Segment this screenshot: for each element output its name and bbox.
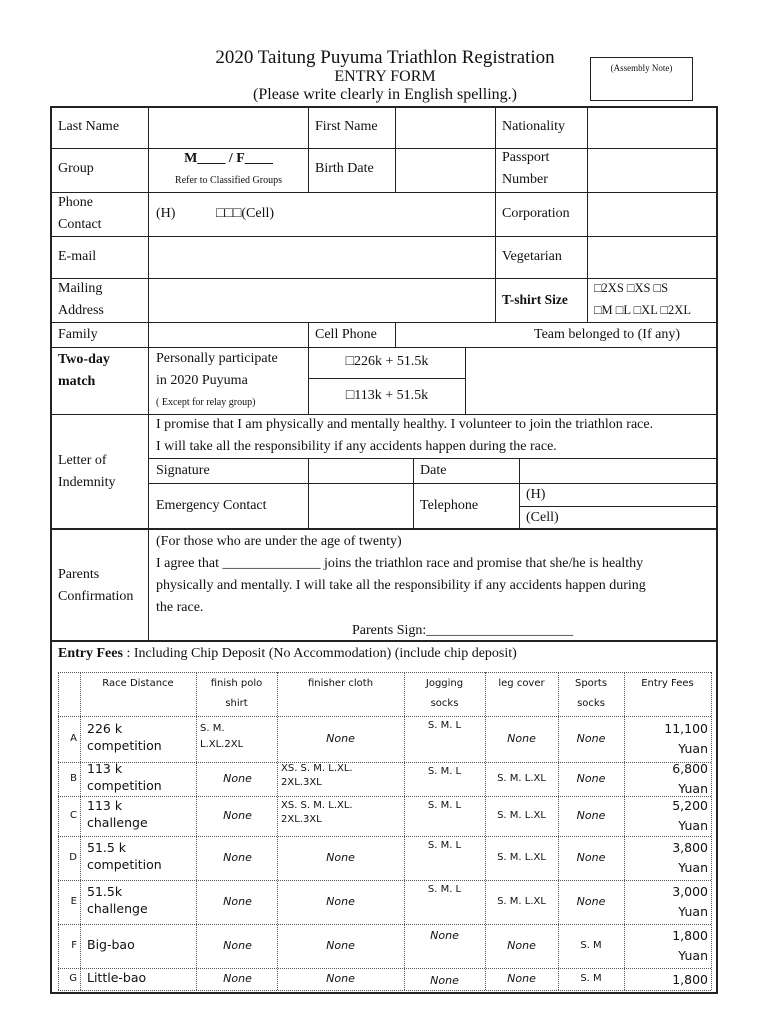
parents-text-4: the race. — [156, 600, 204, 615]
race-distance: 51.5 k — [87, 840, 127, 855]
indemnity-label-2: Indemnity — [58, 475, 116, 490]
table-row-id: A — [70, 733, 77, 744]
finish-polo-shirt: None — [223, 772, 252, 785]
family-label: Family — [58, 327, 98, 342]
table-header-cell: finisher cloth — [307, 678, 374, 689]
entry-fee-amount: 1,800 — [672, 972, 708, 987]
entry-fee-unit: Yuan — [678, 948, 708, 963]
finish-polo-shirt: None — [223, 851, 252, 864]
race-distance: Big-bao — [87, 937, 135, 952]
race-distance: competition — [87, 778, 162, 793]
form-instruction: (Please write clearly in English spelling.) — [253, 86, 517, 103]
telephone-home-field[interactable] — [526, 484, 545, 506]
phone-cell-label: □□□(Cell) — [216, 206, 275, 221]
mailing-label-2: Address — [58, 303, 104, 318]
phone-home-label: (H) — [156, 206, 176, 221]
finisher-cloth: None — [326, 939, 355, 952]
sports-socks: None — [576, 851, 606, 864]
emergency-contact-field[interactable] — [309, 484, 412, 527]
jogging-socks: S. M. L — [427, 766, 462, 777]
birth-date-label: Birth Date — [315, 161, 374, 176]
phone-label-1: Phone — [58, 195, 93, 210]
team-label: Team belonged to (If any) — [534, 327, 680, 342]
date-field[interactable] — [520, 459, 716, 482]
email-label: E-mail — [58, 249, 97, 264]
leg-cover: None — [507, 939, 536, 952]
first-name-field[interactable] — [396, 107, 494, 147]
race-distance: Little-bao — [87, 970, 147, 985]
finisher-cloth: XS. S. M. L.XL. — [281, 763, 353, 774]
option-226k-checkbox[interactable]: □226k + 51.5k — [345, 354, 429, 369]
finisher-cloth: None — [326, 851, 355, 864]
cell-phone-label: Cell Phone — [315, 327, 377, 342]
sports-socks: S. M — [580, 940, 602, 951]
indemnity-label-1: Letter of — [58, 453, 107, 468]
finish-polo-shirt: S. M. — [200, 723, 225, 734]
table-row-id: E — [70, 896, 77, 907]
sports-socks: None — [576, 895, 606, 908]
jogging-socks: S. M. L — [427, 720, 462, 731]
race-distance: 51.5k — [87, 884, 123, 899]
entry-fees-heading — [58, 643, 517, 665]
finish-polo-shirt: None — [223, 809, 252, 822]
leg-cover: S. M. L.XL — [497, 852, 546, 863]
table-header-cell: leg cover — [498, 678, 545, 689]
sports-socks: S. M — [580, 973, 602, 984]
sports-socks: None — [576, 809, 606, 822]
promise-line-2: I will take all the responsibility if any accidents happen during the race. — [156, 439, 557, 454]
phone-cell-field[interactable] — [216, 203, 274, 225]
signature-field[interactable] — [309, 459, 412, 482]
entry-fee-unit: Yuan — [678, 781, 708, 796]
finish-polo-shirt: None — [223, 939, 252, 952]
parents-label-2: Confirmation — [58, 589, 134, 604]
table-header-cell: Entry Fees — [641, 678, 694, 689]
group-hint: Refer to Classified Groups — [175, 175, 282, 186]
table-row-id: F — [71, 940, 77, 951]
finisher-cloth: 2XL.3XL — [281, 777, 322, 788]
entry-fees-heading-text: : Including Chip Deposit (No Accommodation) (include chip deposit) — [122, 646, 517, 661]
leg-cover: S. M. L.XL — [497, 810, 546, 821]
table-header-cell: Race Distance — [102, 678, 174, 689]
telephone-home-label: (H) — [526, 487, 546, 502]
parents-text-1: (For those who are under the age of twenty) — [156, 534, 402, 549]
personal-participate-1: Personally participate — [156, 351, 278, 366]
parents-label-1: Parents — [58, 567, 100, 582]
entry-fee-unit: Yuan — [678, 860, 708, 875]
phone-label-2: Contact — [58, 217, 102, 232]
group-gender-field[interactable] — [149, 148, 308, 170]
email-field[interactable] — [149, 238, 494, 277]
finisher-cloth: XS. S. M. L.XL. — [281, 800, 353, 811]
leg-cover: S. M. L.XL — [497, 896, 546, 907]
group-label: Group — [58, 161, 94, 176]
sports-socks: None — [576, 732, 606, 745]
last-name-field[interactable] — [149, 107, 307, 147]
parents-text-3: physically and mentally. I will take all the responsibility if any accidents happen during — [156, 578, 646, 593]
jogging-socks: None — [430, 974, 459, 987]
signature-label: Signature — [156, 463, 210, 478]
table-header-cell: shirt — [225, 698, 248, 709]
table-header-cell: Jogging — [425, 678, 464, 689]
first-name-label: First Name — [315, 119, 378, 134]
leg-cover: None — [507, 972, 536, 985]
parents-text-2: I agree that ______________ joins the triathlon race and promise that she/he is healthy — [156, 556, 644, 571]
entry-fee-amount: 11,100 — [664, 721, 708, 736]
entry-fees-heading-bold: Entry Fees — [58, 646, 123, 661]
entry-fee-unit: Yuan — [678, 741, 708, 756]
two-day-label-2: match — [58, 374, 96, 389]
race-distance: challenge — [87, 901, 148, 916]
table-row-id: D — [69, 852, 77, 863]
jogging-socks: S. M. L — [427, 840, 462, 851]
tshirt-size-options-1[interactable]: □2XS □XS □S — [594, 281, 669, 295]
telephone-cell-field[interactable] — [526, 507, 559, 529]
passport-label-2: Number — [502, 172, 548, 187]
corporation-field[interactable] — [588, 194, 716, 235]
entry-fee-amount: 3,000 — [672, 884, 708, 899]
birth-date-field[interactable] — [396, 150, 494, 191]
parents-sign-field[interactable]: Parents Sign:_____________________ — [352, 623, 574, 638]
option-113k-checkbox[interactable]: □113k + 51.5k — [345, 388, 429, 403]
table-header-cell: socks — [430, 698, 459, 709]
finish-polo-shirt: L.XL.2XL — [200, 739, 244, 750]
passport-label-1: Passport — [502, 150, 550, 165]
date-label: Date — [420, 463, 447, 478]
team-field[interactable] — [466, 348, 716, 413]
table-header-cell: Sports — [574, 678, 608, 689]
corporation-label: Corporation — [502, 206, 570, 221]
vegetarian-field[interactable] — [588, 238, 716, 277]
race-distance: 113 k — [87, 798, 123, 813]
table-header-cell: finish polo — [210, 678, 263, 689]
personal-participate-2: in 2020 Puyuma — [156, 373, 248, 388]
cell-phone-field[interactable] — [396, 323, 494, 346]
entry-fee-amount: 3,800 — [672, 840, 708, 855]
personal-participate-note: ( Except for relay group) — [156, 397, 256, 408]
table-row-id: G — [69, 973, 77, 984]
finisher-cloth: None — [326, 895, 355, 908]
vegetarian-label: Vegetarian — [502, 249, 562, 264]
finish-polo-shirt: None — [223, 895, 252, 908]
phone-home-field[interactable] — [156, 203, 175, 225]
last-name-label: Last Name — [58, 119, 120, 134]
entry-fee-amount: 5,200 — [672, 798, 708, 813]
family-field[interactable] — [149, 323, 307, 346]
jogging-socks: S. M. L — [427, 884, 462, 895]
leg-cover: S. M. L.XL — [497, 773, 546, 784]
promise-line-1: I promise that I am physically and mentally healthy. I volunteer to join the triathlon race. — [156, 417, 654, 432]
assembly-note-label: (Assembly Note) — [610, 63, 673, 73]
nationality-label: Nationality — [502, 119, 565, 134]
finish-polo-shirt: None — [223, 972, 252, 985]
nationality-field[interactable] — [588, 107, 716, 147]
jogging-socks: None — [430, 929, 459, 942]
finisher-cloth: None — [326, 732, 355, 745]
group-gender-text: M____ / F____ — [184, 151, 273, 166]
form-title: 2020 Taitung Puyuma Triathlon Registration — [215, 47, 555, 68]
finisher-cloth: 2XL.3XL — [281, 814, 322, 825]
emergency-contact-label: Emergency Contact — [156, 498, 267, 513]
mailing-label-1: Mailing — [58, 281, 103, 296]
tshirt-size-label: T-shirt Size — [502, 292, 568, 307]
telephone-label: Telephone — [420, 498, 479, 513]
form-subtitle: ENTRY FORM — [334, 68, 436, 85]
entry-fee-unit: Yuan — [678, 904, 708, 919]
race-distance: challenge — [87, 815, 148, 830]
table-row-id: C — [70, 810, 77, 821]
finisher-cloth: None — [326, 972, 355, 985]
assembly-note-box[interactable] — [590, 57, 693, 101]
race-distance: competition — [87, 857, 162, 872]
race-distance: 113 k — [87, 761, 123, 776]
mailing-address-field[interactable] — [149, 280, 494, 321]
entry-fee-unit: Yuan — [678, 818, 708, 833]
table-header-cell: socks — [577, 698, 605, 709]
sports-socks: None — [576, 772, 606, 785]
race-distance: 226 k — [87, 721, 123, 736]
leg-cover: None — [507, 732, 536, 745]
tshirt-size-options-2[interactable]: □M □L □XL □2XL — [594, 303, 691, 317]
two-day-label-1: Two-day — [58, 352, 110, 367]
passport-field[interactable] — [588, 150, 716, 191]
entry-fee-amount: 1,800 — [672, 928, 708, 943]
race-distance: competition — [87, 738, 162, 753]
table-row-id: B — [70, 773, 77, 784]
entry-fee-amount: 6,800 — [672, 761, 708, 776]
telephone-cell-label: (Cell) — [526, 510, 559, 525]
jogging-socks: S. M. L — [427, 800, 462, 811]
